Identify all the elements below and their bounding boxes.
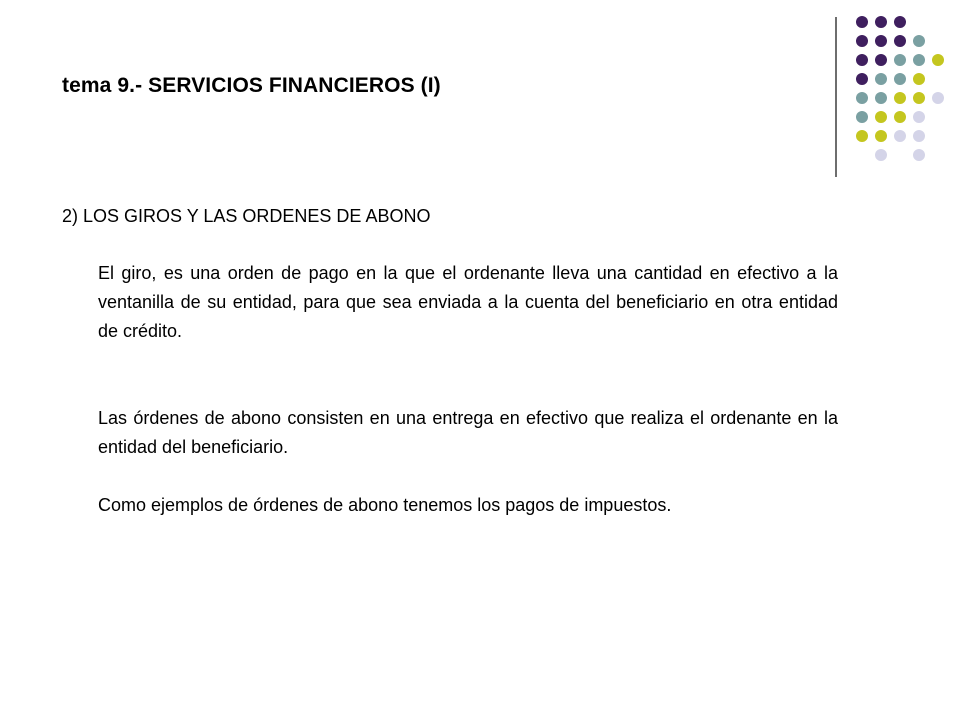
- section-heading: 2) LOS GIROS Y LAS ORDENES DE ABONO: [62, 206, 431, 226]
- decorative-dot: [875, 92, 887, 104]
- decorative-dot: [913, 54, 925, 66]
- vertical-divider: [835, 17, 837, 177]
- decorative-dot: [875, 130, 887, 142]
- decorative-dot: [856, 54, 868, 66]
- paragraph-ejemplos: Como ejemplos de órdenes de abono tenemos los pagos de impuestos.: [98, 495, 672, 515]
- decorative-dot: [932, 92, 944, 104]
- decorative-dot: [856, 92, 868, 104]
- decorative-dot: [913, 35, 925, 47]
- decorative-dot: [856, 35, 868, 47]
- decorative-dot: [856, 130, 868, 142]
- decorative-dot: [894, 130, 906, 142]
- paragraph-giro: El giro, es una orden de pago en la que el ordenante lleva una cantidad en efectivo a la ventanilla de su entidad, para que sea enviada a la cuenta del beneficiario en otra entidad de crédito.: [98, 263, 838, 341]
- decorative-dot: [913, 92, 925, 104]
- decorative-dot: [894, 92, 906, 104]
- decorative-dot: [856, 111, 868, 123]
- decorative-dot: [875, 54, 887, 66]
- decorative-dot: [856, 73, 868, 85]
- slide-title: tema 9.- SERVICIOS FINANCIEROS (I): [62, 74, 441, 97]
- decorative-dot: [875, 149, 887, 161]
- decorative-dot: [875, 35, 887, 47]
- decorative-dot: [875, 73, 887, 85]
- decorative-dot: [894, 35, 906, 47]
- decorative-dot: [894, 54, 906, 66]
- decorative-dot: [894, 16, 906, 28]
- decorative-dot: [913, 130, 925, 142]
- decorative-dot: [856, 16, 868, 28]
- decorative-dot: [894, 73, 906, 85]
- decorative-dot: [932, 54, 944, 66]
- decorative-dot: [875, 111, 887, 123]
- decorative-dot: [913, 111, 925, 123]
- decorative-dot: [913, 149, 925, 161]
- decorative-dot: [875, 16, 887, 28]
- decorative-dot: [913, 73, 925, 85]
- decorative-dot: [894, 111, 906, 123]
- paragraph-ordenes-abono: Las órdenes de abono consisten en una entrega en efectivo que realiza el ordenante en la entidad del beneficiario.: [98, 408, 838, 457]
